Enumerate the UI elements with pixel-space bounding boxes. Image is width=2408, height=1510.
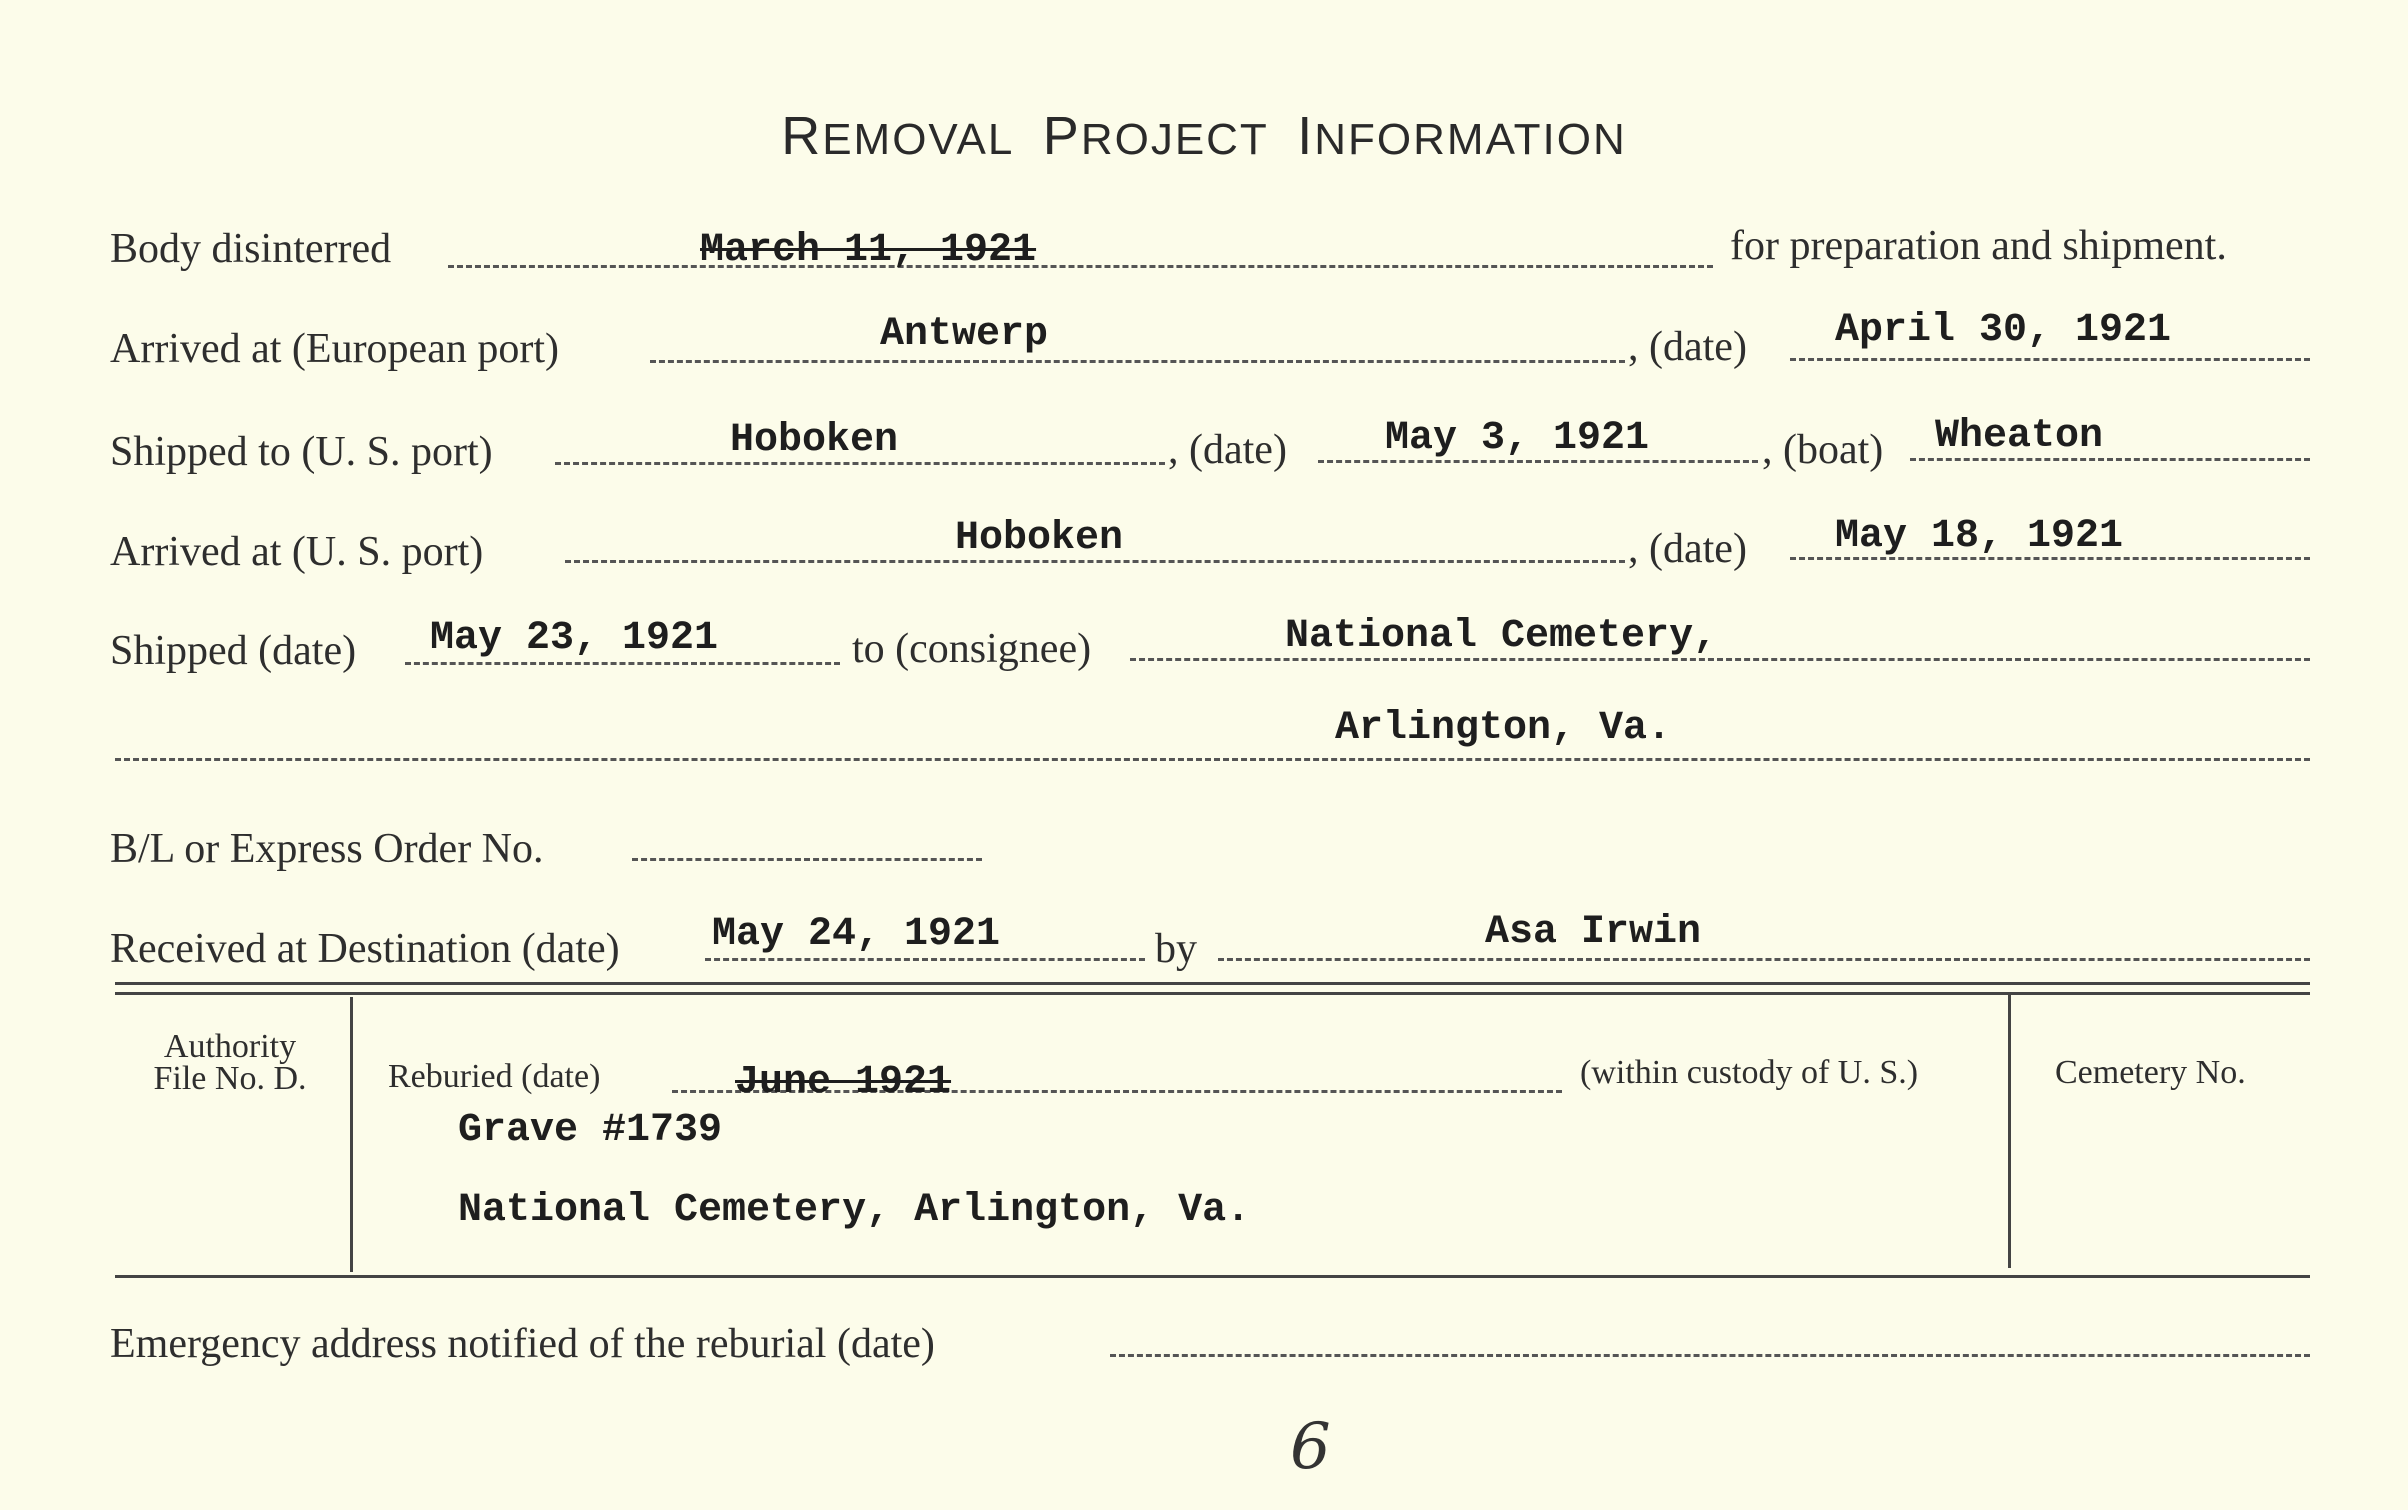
european-date-label: , (date) [1628, 324, 1747, 370]
received-by-value: Asa Irwin [1485, 910, 1702, 955]
european-port-label: Arrived at (European port) [110, 326, 559, 372]
grave-number: Grave #1739 [458, 1108, 723, 1153]
authority-label-2: File No. D. [153, 1060, 307, 1097]
received-date-label: Received at Destination (date) [110, 926, 620, 972]
european-port-value: Antwerp [880, 312, 1049, 357]
us-arrived-date-label: , (date) [1628, 526, 1747, 572]
body-disinterred-value: March 11, 1921 [700, 228, 1037, 273]
order-number-line [632, 858, 982, 861]
received-date-line [705, 958, 1145, 961]
consignee-value-2: Arlington, Va. [1335, 706, 1672, 751]
received-by-line [1218, 958, 2310, 961]
shipped-row-date-value: May 23, 1921 [430, 616, 719, 661]
authority-label-1: Authority [163, 1028, 297, 1065]
body-disinterred-label: Body disinterred [110, 226, 392, 272]
shipped-date-value: May 3, 1921 [1385, 416, 1650, 461]
reburied-date-value: June 1921 [735, 1060, 952, 1105]
us-port-arrived-label: Arrived at (U. S. port) [110, 529, 484, 575]
us-port-shipped-label: Shipped to (U. S. port) [110, 429, 493, 475]
box-top-rule-1 [115, 982, 2310, 985]
title-word-2-initial: P [1042, 106, 1081, 166]
custody-note: (within custody of U. S.) [1580, 1054, 1919, 1091]
title-word-1-rest: EMOVAL [822, 115, 1015, 164]
preparation-suffix: for preparation and shipment. [1730, 223, 2227, 269]
us-port-shipped-value: Hoboken [730, 418, 899, 463]
shipped-date-label: , (date) [1168, 427, 1287, 473]
emergency-notified-label: Emergency address notified of the reburial (date) [110, 1321, 935, 1367]
received-date-value: May 24, 1921 [712, 912, 1001, 957]
consignee-line-2 [115, 758, 2310, 761]
title-word-2-rest: ROJECT [1080, 115, 1269, 164]
body-disinterred-line [448, 265, 1713, 268]
handwritten-mark: 6 [1290, 1410, 1331, 1484]
european-date-line [1790, 358, 2310, 361]
emergency-notified-line [1110, 1354, 2310, 1357]
box-bottom-rule [115, 1275, 2310, 1278]
box-divider-right [2008, 993, 2011, 1268]
box-top-rule-2 [115, 992, 2310, 995]
box-divider-left [350, 997, 353, 1272]
european-port-line [650, 360, 1625, 363]
consignee-label: to (consignee) [852, 626, 1092, 672]
shipped-date-row-label: Shipped (date) [110, 628, 357, 674]
consignee-value-1: National Cemetery, [1285, 614, 1718, 659]
form-title [0, 105, 2408, 167]
reburied-label: Reburied (date) [388, 1058, 601, 1095]
title-word-1-initial: R [781, 106, 823, 166]
us-arrived-date-value: May 18, 1921 [1835, 514, 2124, 559]
us-port-arrived-value: Hoboken [955, 516, 1124, 561]
shipped-row-date-line [405, 662, 840, 665]
burial-location: National Cemetery, Arlington, Va. [458, 1188, 1251, 1233]
european-date-value: April 30, 1921 [1835, 308, 2172, 353]
boat-label: , (boat) [1762, 427, 1884, 473]
title-word-3-rest: NFORMATION [1314, 115, 1627, 164]
boat-value: Wheaton [1935, 414, 2104, 459]
cemetery-number-label: Cemetery No. [2055, 1054, 2246, 1091]
title-word-3-initial: I [1297, 106, 1315, 166]
received-by-label: by [1155, 926, 1197, 972]
order-number-label: B/L or Express Order No. [110, 826, 544, 872]
